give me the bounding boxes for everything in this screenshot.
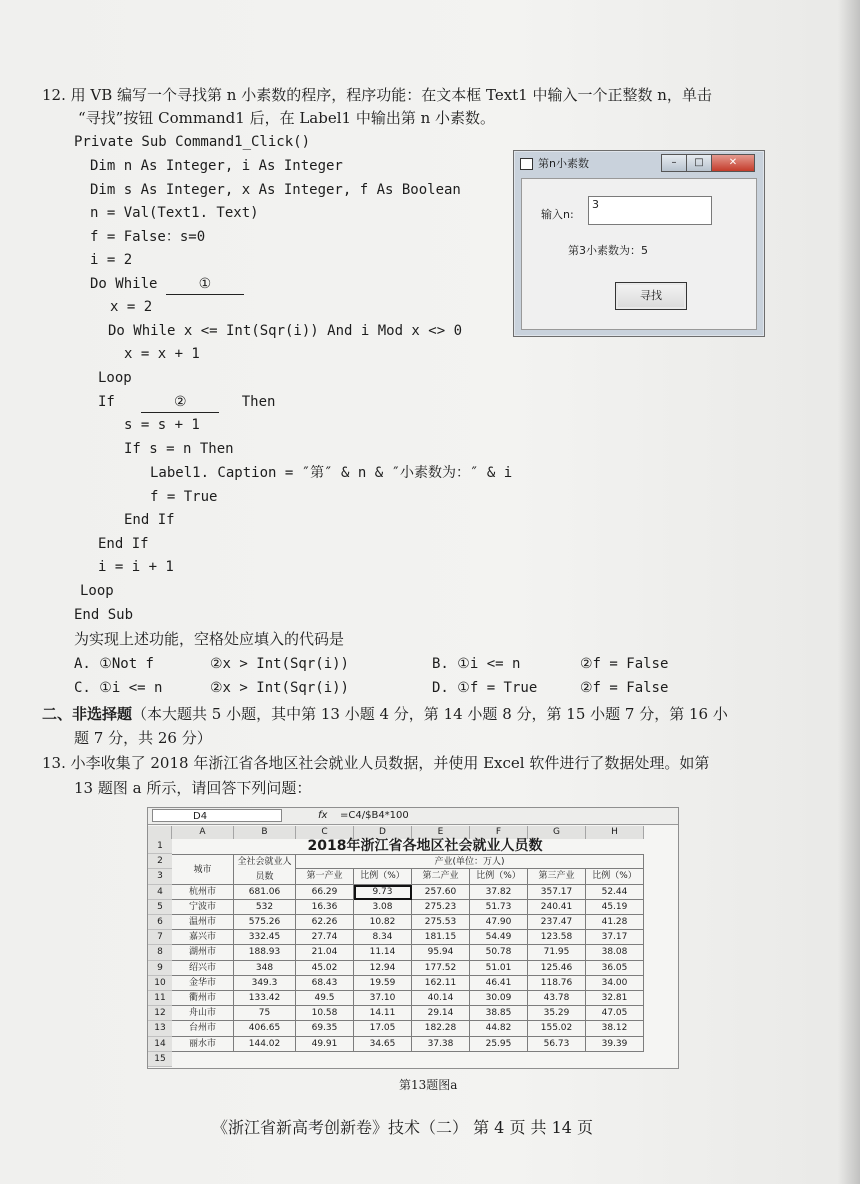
- code-line: Do While x <= Int(Sqr(i)) And i Mod x <> 0: [108, 323, 463, 339]
- section-2-line-1: [42, 704, 728, 724]
- section-2-desc: （本大题共 5 小题，其中第 13 小题 4 分，第 14 小题 8 分，第 15 小题 7 分，第 16 小: [132, 705, 728, 723]
- row-header[interactable]: 8: [148, 945, 172, 960]
- row-header[interactable]: 12: [148, 1006, 172, 1021]
- city-cell[interactable]: 台州市: [172, 1021, 234, 1036]
- data-cell[interactable]: 38.85: [470, 1006, 528, 1021]
- q13-line-1: 13. 小李收集了 2018 年浙江省各地区社会就业人员数据，并使用 Excel 软件进行了数据处理。如第: [42, 754, 710, 772]
- data-cell[interactable]: 118.76: [528, 976, 586, 991]
- code-line: End Sub: [74, 607, 134, 623]
- vb-form-window: [513, 150, 765, 337]
- row-header[interactable]: 15: [148, 1052, 172, 1067]
- form-client-area: [521, 178, 757, 330]
- data-cell[interactable]: 69.35: [296, 1021, 354, 1036]
- data-cell[interactable]: 66.29: [296, 885, 354, 900]
- code-line: i = 2: [90, 252, 133, 268]
- text1-input[interactable]: 3: [588, 196, 712, 225]
- data-cell[interactable]: 10.58: [296, 1006, 354, 1021]
- data-cell[interactable]: 32.81: [586, 991, 644, 1006]
- data-cell[interactable]: 51.01: [470, 961, 528, 976]
- data-cell[interactable]: 275.53: [412, 915, 470, 930]
- data-cell[interactable]: 21.04: [296, 945, 354, 960]
- fx-icon: fx: [318, 810, 328, 821]
- code-line: Label1. Caption = ″第″ & n & ″小素数为：″ & i: [150, 465, 513, 481]
- data-cell[interactable]: 181.15: [412, 930, 470, 945]
- window-titlebar: [514, 151, 764, 177]
- data-cell[interactable]: 46.41: [470, 976, 528, 991]
- code-line: n = Val(Text1. Text): [90, 205, 259, 221]
- data-cell[interactable]: 51.73: [470, 900, 528, 915]
- data-cell[interactable]: 35.29: [528, 1006, 586, 1021]
- data-cell[interactable]: 40.14: [412, 991, 470, 1006]
- excel-sheet: [147, 807, 679, 1069]
- city-cell[interactable]: 嘉兴市: [172, 930, 234, 945]
- blank-2: ②: [141, 392, 219, 413]
- data-cell[interactable]: 332.45: [234, 930, 296, 945]
- column-header[interactable]: E: [412, 826, 470, 839]
- data-cell[interactable]: 9.73: [354, 885, 412, 900]
- data-cell[interactable]: 38.08: [586, 945, 644, 960]
- window-title: 第n小素数: [538, 157, 589, 170]
- formula-bar: [148, 808, 678, 825]
- data-cell[interactable]: 30.09: [470, 991, 528, 1006]
- data-cell[interactable]: 54.49: [470, 930, 528, 945]
- option-b-1: B. ①i <= n: [432, 656, 521, 672]
- data-cell[interactable]: 177.52: [412, 961, 470, 976]
- city-cell[interactable]: 衢州市: [172, 991, 234, 1006]
- row-header[interactable]: 6: [148, 915, 172, 930]
- section-2-heading: 二、非选择题: [42, 705, 133, 723]
- column-header[interactable]: B: [234, 826, 296, 839]
- code-line: i = i + 1: [98, 559, 174, 575]
- data-cell[interactable]: 62.26: [296, 915, 354, 930]
- city-cell[interactable]: 宁波市: [172, 900, 234, 915]
- data-cell[interactable]: 37.10: [354, 991, 412, 1006]
- result-label: 第3小素数为：5: [568, 244, 648, 257]
- header-cell[interactable]: 第二产业: [412, 869, 470, 884]
- data-cell[interactable]: 56.73: [528, 1037, 586, 1052]
- corner-cell[interactable]: [148, 826, 172, 839]
- city-cell[interactable]: 金华市: [172, 976, 234, 991]
- data-cell[interactable]: 47.05: [586, 1006, 644, 1021]
- data-cell[interactable]: 39.39: [586, 1037, 644, 1052]
- column-header[interactable]: D: [354, 826, 412, 839]
- data-cell[interactable]: 257.60: [412, 885, 470, 900]
- data-cell[interactable]: 71.95: [528, 945, 586, 960]
- data-cell[interactable]: 125.46: [528, 961, 586, 976]
- data-cell[interactable]: 182.28: [412, 1021, 470, 1036]
- data-cell[interactable]: 47.90: [470, 915, 528, 930]
- data-cell[interactable]: 68.43: [296, 976, 354, 991]
- name-box[interactable]: D4: [152, 809, 282, 822]
- column-header[interactable]: C: [296, 826, 354, 839]
- data-cell[interactable]: 681.06: [234, 885, 296, 900]
- data-cell[interactable]: 357.17: [528, 885, 586, 900]
- data-cell[interactable]: 44.82: [470, 1021, 528, 1036]
- data-cell[interactable]: 133.42: [234, 991, 296, 1006]
- city-cell[interactable]: 湖州市: [172, 945, 234, 960]
- header-cell[interactable]: 城市: [172, 854, 234, 884]
- city-cell[interactable]: 温州市: [172, 915, 234, 930]
- section-2-line-2: 题 7 分，共 26 分）: [74, 729, 212, 747]
- data-cell[interactable]: 17.05: [354, 1021, 412, 1036]
- data-cell[interactable]: 37.38: [412, 1037, 470, 1052]
- code-line: Private Sub Command1_Click(): [74, 134, 311, 150]
- header-cell[interactable]: 比例（%）: [470, 869, 528, 884]
- data-cell[interactable]: 155.02: [528, 1021, 586, 1036]
- data-cell[interactable]: 240.41: [528, 900, 586, 915]
- row-header[interactable]: 14: [148, 1037, 172, 1052]
- data-cell[interactable]: 19.59: [354, 976, 412, 991]
- city-cell[interactable]: 丽水市: [172, 1037, 234, 1052]
- data-cell[interactable]: 45.19: [586, 900, 644, 915]
- data-cell[interactable]: 29.14: [412, 1006, 470, 1021]
- city-cell[interactable]: 绍兴市: [172, 961, 234, 976]
- data-cell[interactable]: 34.65: [354, 1037, 412, 1052]
- page-footer: 《浙江省新高考创新卷》技术（二） 第 4 页 共 14 页: [212, 1118, 594, 1137]
- row-header[interactable]: 7: [148, 930, 172, 945]
- code-keyword: Then: [241, 394, 276, 410]
- data-cell[interactable]: 95.94: [412, 945, 470, 960]
- q12-line-2: “寻找”按钮 Command1 后，在 Label1 中输出第 n 小素数。: [78, 109, 496, 127]
- formula-text[interactable]: =C4/$B4*100: [340, 810, 409, 821]
- data-cell[interactable]: 188.93: [234, 945, 296, 960]
- header-cell[interactable]: 比例（%）: [354, 869, 412, 884]
- row-header[interactable]: 10: [148, 976, 172, 991]
- code-line-do-while: [90, 274, 244, 295]
- data-cell[interactable]: 3.08: [354, 900, 412, 915]
- row-header[interactable]: 4: [148, 885, 172, 900]
- option-a-1: A. ①Not f: [74, 656, 154, 672]
- option-d-1: D. ①f = True: [432, 680, 538, 696]
- row-header[interactable]: 9: [148, 961, 172, 976]
- data-cell[interactable]: 38.12: [586, 1021, 644, 1036]
- close-icon[interactable]: ✕: [711, 154, 755, 172]
- header-cell[interactable]: 第三产业: [528, 869, 586, 884]
- city-cell[interactable]: 舟山市: [172, 1006, 234, 1021]
- row-header[interactable]: 2: [148, 854, 172, 869]
- city-cell[interactable]: 杭州市: [172, 885, 234, 900]
- header-cell[interactable]: 全社会就业人员数: [234, 854, 296, 884]
- option-b-2: ②f = False: [580, 656, 669, 672]
- row-header[interactable]: 3: [148, 869, 172, 884]
- data-cell[interactable]: 49.5: [296, 991, 354, 1006]
- code-keyword: Do While: [90, 276, 158, 292]
- row-header[interactable]: 5: [148, 900, 172, 915]
- data-cell[interactable]: 11.14: [354, 945, 412, 960]
- q13-line-2: 13 题图 a 所示，请回答下列问题：: [74, 779, 312, 797]
- code-line: f = True: [150, 489, 218, 505]
- option-c-2: ②x > Int(Sqr(i)): [210, 680, 349, 696]
- sheet-title[interactable]: 2018年浙江省各地区社会就业人员数: [307, 838, 543, 854]
- column-header[interactable]: F: [470, 826, 528, 839]
- code-line: Loop: [98, 370, 132, 386]
- data-cell[interactable]: 16.36: [296, 900, 354, 915]
- code-line: End If: [98, 536, 149, 552]
- data-cell[interactable]: 12.94: [354, 961, 412, 976]
- data-cell[interactable]: 43.78: [528, 991, 586, 1006]
- column-header[interactable]: G: [528, 826, 586, 839]
- data-cell[interactable]: 349.3: [234, 976, 296, 991]
- data-cell[interactable]: 37.82: [470, 885, 528, 900]
- code-line-if: [98, 392, 275, 413]
- window-icon: [520, 158, 533, 170]
- data-cell[interactable]: 45.02: [296, 961, 354, 976]
- code-line: Dim n As Integer, i As Integer: [90, 158, 343, 174]
- code-line: x = 2: [110, 299, 153, 315]
- option-d-2: ②f = False: [580, 680, 669, 696]
- data-cell[interactable]: 41.28: [586, 915, 644, 930]
- page-edge-shadow: [838, 0, 860, 1184]
- figure-caption: 第13题图a: [399, 1078, 458, 1092]
- data-cell[interactable]: 34.00: [586, 976, 644, 991]
- q12-line-1: 12. 用 VB 编写一个寻找第 n 小素数的程序，程序功能：在文本框 Text1 中输入一个正整数 n，单击: [42, 86, 712, 104]
- row-header[interactable]: 1: [148, 839, 172, 854]
- data-cell[interactable]: 25.95: [470, 1037, 528, 1052]
- data-cell[interactable]: 49.91: [296, 1037, 354, 1052]
- data-cell[interactable]: 144.02: [234, 1037, 296, 1052]
- data-cell[interactable]: 50.78: [470, 945, 528, 960]
- code-line: End If: [124, 512, 175, 528]
- option-a-2: ②x > Int(Sqr(i)): [210, 656, 349, 672]
- code-line: Loop: [80, 583, 114, 599]
- row-header[interactable]: 13: [148, 1021, 172, 1036]
- input-label: 输入n:: [541, 208, 574, 221]
- data-cell[interactable]: 275.23: [412, 900, 470, 915]
- data-cell[interactable]: 37.17: [586, 930, 644, 945]
- data-cell[interactable]: 123.58: [528, 930, 586, 945]
- code-line: x = x + 1: [124, 346, 200, 362]
- data-cell[interactable]: 75: [234, 1006, 296, 1021]
- data-cell[interactable]: 52.44: [586, 885, 644, 900]
- row-header[interactable]: 11: [148, 991, 172, 1006]
- data-cell[interactable]: 532: [234, 900, 296, 915]
- code-line: Dim s As Integer, x As Integer, f As Boolean: [90, 182, 461, 198]
- data-cell[interactable]: 36.05: [586, 961, 644, 976]
- header-cell[interactable]: 产业(单位：万人): [296, 854, 644, 869]
- data-cell[interactable]: 237.47: [528, 915, 586, 930]
- data-cell[interactable]: 27.74: [296, 930, 354, 945]
- code-line: If s = n Then: [124, 441, 234, 457]
- data-cell[interactable]: 162.11: [412, 976, 470, 991]
- header-cell[interactable]: 第一产业: [296, 869, 354, 884]
- maximize-icon[interactable]: □: [686, 154, 712, 172]
- code-keyword: If: [98, 394, 115, 410]
- minimize-icon[interactable]: –: [661, 154, 687, 172]
- column-header[interactable]: A: [172, 826, 234, 839]
- data-cell[interactable]: 348: [234, 961, 296, 976]
- header-cell[interactable]: 比例（%）: [586, 869, 644, 884]
- data-cell[interactable]: 406.65: [234, 1021, 296, 1036]
- data-cell[interactable]: 8.34: [354, 930, 412, 945]
- q12-prompt: 为实现上述功能，空格处应填入的代码是: [74, 630, 345, 648]
- data-cell[interactable]: 575.26: [234, 915, 296, 930]
- data-cell[interactable]: 14.11: [354, 1006, 412, 1021]
- data-cell[interactable]: 10.82: [354, 915, 412, 930]
- column-header[interactable]: H: [586, 826, 644, 839]
- code-line: s = s + 1: [124, 417, 200, 433]
- code-line: f = False：s=0: [90, 229, 206, 245]
- blank-1: ①: [166, 274, 244, 295]
- option-c-1: C. ①i <= n: [74, 680, 163, 696]
- find-button[interactable]: 寻找: [615, 282, 687, 310]
